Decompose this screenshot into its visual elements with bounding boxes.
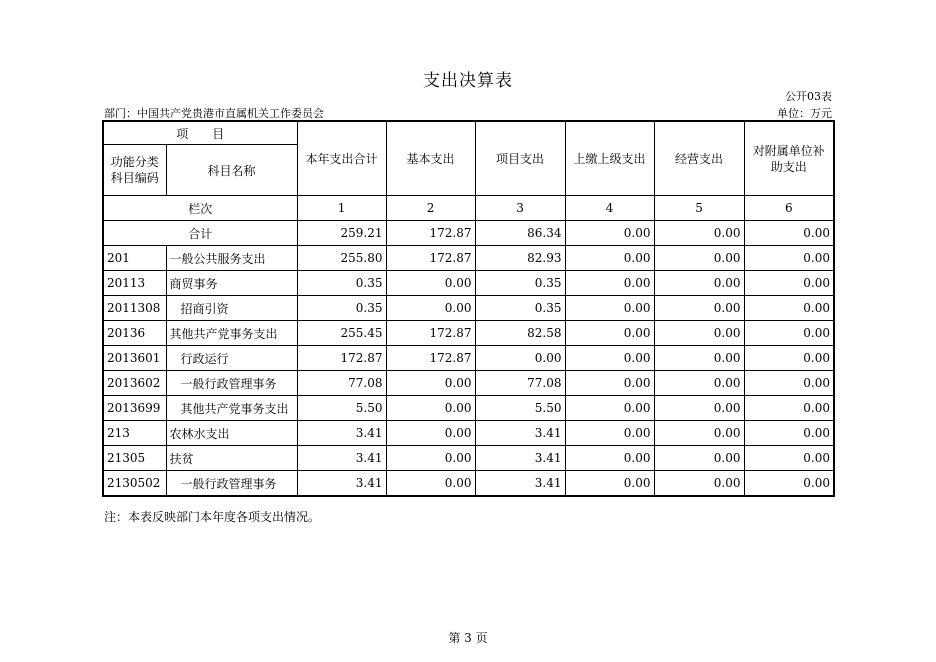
row-name: 商贸事务 — [166, 271, 297, 296]
row-value: 0.00 — [565, 396, 654, 421]
row-name: 招商引资 — [166, 296, 297, 321]
row-code: 20136 — [103, 321, 166, 346]
department-label: 部门：中国共产党贵港市直属机关工作委员会 — [104, 107, 324, 120]
column-index-3: 3 — [475, 196, 565, 221]
row-value: 0.00 — [744, 296, 834, 321]
row-value: 0.00 — [654, 271, 744, 296]
row-code: 2013602 — [103, 371, 166, 396]
row-name: 一般行政管理事务 — [166, 371, 297, 396]
header-upper: 上缴上级支出 — [565, 121, 654, 196]
row-value: 3.41 — [297, 471, 386, 497]
row-value: 172.87 — [386, 246, 475, 271]
row-value: 0.00 — [744, 246, 834, 271]
row-value: 0.00 — [744, 396, 834, 421]
row-value: 0.35 — [297, 296, 386, 321]
row-value: 255.80 — [297, 246, 386, 271]
form-code: 公开03表 — [785, 90, 832, 103]
row-code: 20113 — [103, 271, 166, 296]
row-value: 3.41 — [475, 446, 565, 471]
row-name: 一般行政管理事务 — [166, 471, 297, 497]
row-value: 0.00 — [565, 346, 654, 371]
row-code: 2011308 — [103, 296, 166, 321]
total-value: 0.00 — [744, 221, 834, 246]
row-value: 0.00 — [654, 246, 744, 271]
table-row — [103, 446, 834, 471]
row-value: 0.00 — [386, 471, 475, 497]
table-row — [103, 421, 834, 446]
row-value: 0.00 — [654, 446, 744, 471]
row-value: 0.00 — [744, 271, 834, 296]
row-value: 0.00 — [565, 271, 654, 296]
row-value: 0.00 — [565, 421, 654, 446]
row-value: 0.00 — [386, 271, 475, 296]
row-code: 2013601 — [103, 346, 166, 371]
header-func-code: 功能分类科目编码 — [103, 145, 166, 196]
row-value: 0.00 — [744, 421, 834, 446]
row-value: 77.08 — [475, 371, 565, 396]
row-value: 0.00 — [744, 371, 834, 396]
row-value: 0.00 — [654, 371, 744, 396]
row-value: 0.00 — [565, 321, 654, 346]
column-index-2: 2 — [386, 196, 475, 221]
row-name: 扶贫 — [166, 446, 297, 471]
row-value: 82.93 — [475, 246, 565, 271]
row-value: 172.87 — [386, 346, 475, 371]
row-value: 0.00 — [386, 296, 475, 321]
table-row — [103, 296, 834, 321]
row-value: 0.00 — [386, 421, 475, 446]
header-item: 项 目 — [103, 121, 297, 145]
row-code: 201 — [103, 246, 166, 271]
row-value: 0.00 — [565, 371, 654, 396]
row-value: 3.41 — [297, 421, 386, 446]
row-name: 行政运行 — [166, 346, 297, 371]
row-name: 其他共产党事务支出 — [166, 321, 297, 346]
header-project: 项目支出 — [475, 121, 565, 196]
row-code: 2130502 — [103, 471, 166, 497]
row-value: 172.87 — [297, 346, 386, 371]
row-value: 0.00 — [565, 471, 654, 497]
header-basic: 基本支出 — [386, 121, 475, 196]
total-value: 0.00 — [565, 221, 654, 246]
row-value: 0.00 — [565, 246, 654, 271]
column-index-5: 5 — [654, 196, 744, 221]
row-value: 0.00 — [744, 471, 834, 497]
row-value: 5.50 — [297, 396, 386, 421]
row-value: 0.00 — [386, 371, 475, 396]
total-value: 259.21 — [297, 221, 386, 246]
row-value: 0.00 — [654, 396, 744, 421]
column-index-4: 4 — [565, 196, 654, 221]
total-value: 0.00 — [654, 221, 744, 246]
row-value: 3.41 — [297, 446, 386, 471]
row-value: 0.00 — [475, 346, 565, 371]
column-index-6: 6 — [744, 196, 834, 221]
header-total: 本年支出合计 — [297, 121, 386, 196]
row-value: 0.00 — [654, 321, 744, 346]
row-value: 0.00 — [565, 296, 654, 321]
row-value: 0.35 — [475, 271, 565, 296]
row-value: 0.00 — [654, 346, 744, 371]
row-value: 172.87 — [386, 321, 475, 346]
table-row — [103, 321, 834, 346]
row-name: 一般公共服务支出 — [166, 246, 297, 271]
column-index-1: 1 — [297, 196, 386, 221]
row-value: 0.00 — [386, 396, 475, 421]
row-code: 21305 — [103, 446, 166, 471]
table-row — [103, 471, 834, 497]
row-value: 0.00 — [744, 446, 834, 471]
header-subject-name: 科目名称 — [166, 145, 297, 196]
row-value: 0.00 — [654, 471, 744, 497]
row-value: 0.00 — [744, 346, 834, 371]
page-title: 支出决算表 — [423, 71, 513, 91]
row-value: 0.00 — [654, 296, 744, 321]
row-code: 213 — [103, 421, 166, 446]
row-value: 0.00 — [654, 421, 744, 446]
expenditure-table — [102, 120, 835, 497]
table-row — [103, 246, 834, 271]
table-row — [103, 346, 834, 371]
row-value: 3.41 — [475, 471, 565, 497]
header-business: 经营支出 — [654, 121, 744, 196]
table-row — [103, 271, 834, 296]
table-note: 注：本表反映部门本年度各项支出情况。 — [104, 510, 321, 524]
row-name: 其他共产党事务支出 — [166, 396, 297, 421]
table-row — [103, 396, 834, 421]
unit-label: 单位：万元 — [777, 107, 832, 120]
column-index-label: 栏次 — [103, 196, 297, 221]
header-subsidy: 对附属单位补助支出 — [744, 121, 834, 196]
row-value: 82.58 — [475, 321, 565, 346]
row-value: 0.35 — [297, 271, 386, 296]
total-label: 合计 — [103, 221, 297, 246]
row-value: 0.35 — [475, 296, 565, 321]
row-value: 0.00 — [744, 321, 834, 346]
row-value: 3.41 — [475, 421, 565, 446]
row-value: 0.00 — [565, 446, 654, 471]
row-value: 5.50 — [475, 396, 565, 421]
row-code: 2013699 — [103, 396, 166, 421]
row-value: 77.08 — [297, 371, 386, 396]
table-row — [103, 371, 834, 396]
total-value: 172.87 — [386, 221, 475, 246]
page-number: 第 3 页 — [448, 631, 488, 645]
row-name: 农林水支出 — [166, 421, 297, 446]
total-value: 86.34 — [475, 221, 565, 246]
row-value: 255.45 — [297, 321, 386, 346]
row-value: 0.00 — [386, 446, 475, 471]
